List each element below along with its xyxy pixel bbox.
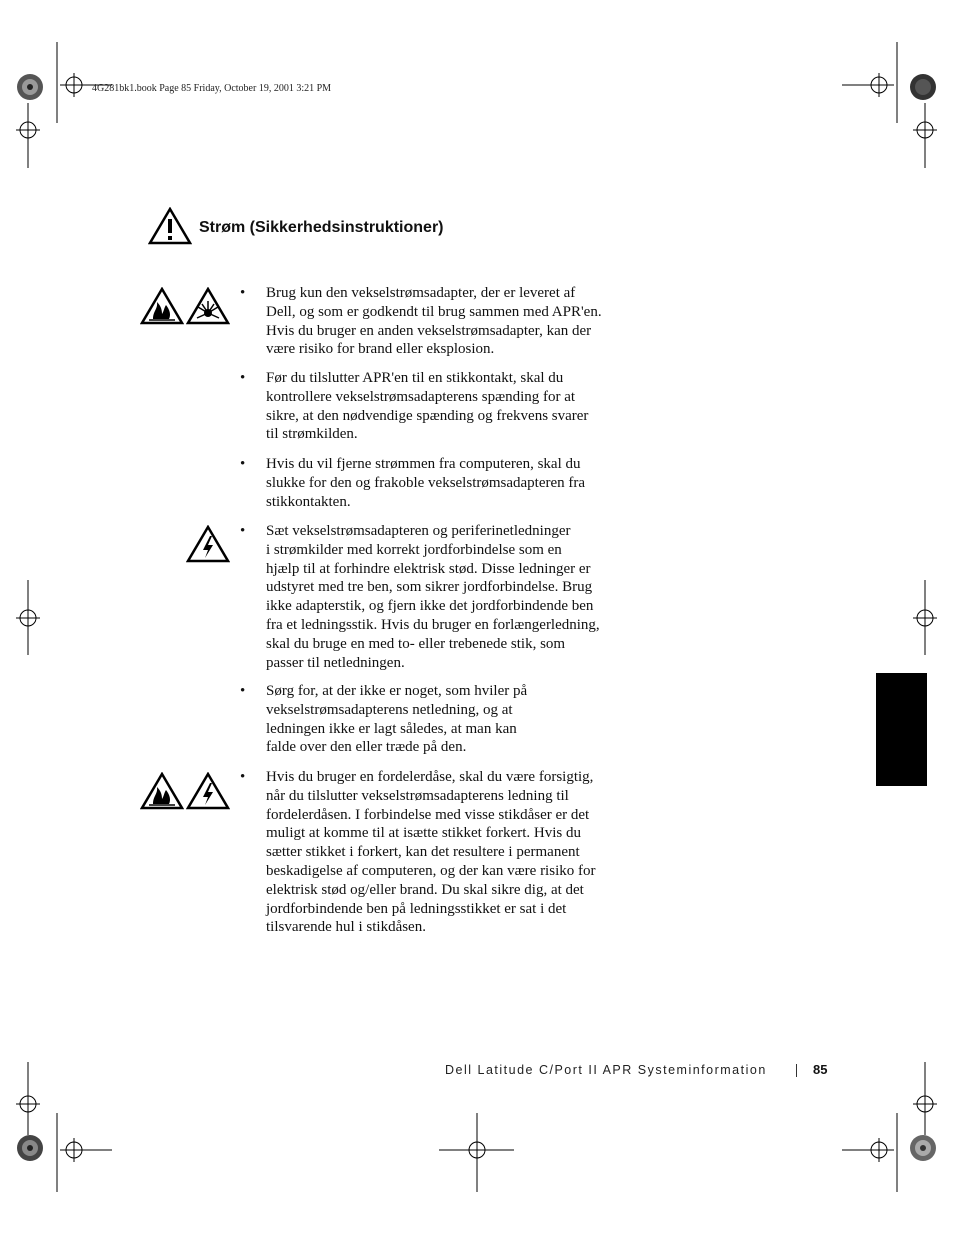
list-item-text — [266, 682, 636, 757]
text-line: beskadigelse af computeren, og der kan være risiko for — [266, 862, 596, 879]
text-line: fra et ledningsstik. Hvis du bruger en forlængerledning, — [266, 616, 600, 633]
text-line: Dell, og som er godkendt til brug sammen med APR'en. — [266, 303, 602, 320]
bullet: • — [240, 456, 246, 472]
list-item-text — [266, 369, 636, 444]
text-line: Hvis du bruger en anden vekselstrømsadapter, kan der — [266, 322, 592, 339]
text-line: stikkontakten. — [266, 493, 351, 510]
text-line: Hvis du vil fjerne strømmen fra computeren, skal du — [266, 456, 581, 472]
text-line: fordelerdåsen. I forbindelse med visse stikdåser er det — [266, 806, 590, 823]
bullet: • — [240, 285, 246, 301]
text-line: til strømkilden. — [266, 426, 358, 443]
text-line: være risiko for brand eller eksplosion. — [266, 341, 495, 358]
text-line: elektrisk stød og/eller brand. Du skal sikre dig, at det — [266, 881, 584, 898]
text-line: sætter stikket i forkert, kan det resultere i permanent — [266, 844, 580, 861]
text-line: Hvis du bruger en fordelerdåse, skal du være forsigtig, — [266, 769, 594, 785]
text-line: skal du bruge en med to- eller trebenede stik, som — [266, 635, 566, 652]
fire-hazard-icon — [140, 772, 184, 810]
list-item-text — [266, 284, 636, 359]
list-item-text — [266, 522, 636, 672]
explosion-hazard-icon — [186, 287, 230, 325]
page-number: 85 — [813, 1062, 828, 1077]
text-line: sikre, at den nødvendige spænding og frekvens svarer — [266, 407, 589, 424]
text-line: i strømkilder med korrekt jordforbindelse som en — [266, 541, 562, 558]
bullet: • — [240, 769, 246, 785]
footer-title: Dell Latitude C/Port II APR Systeminformation — [445, 1063, 767, 1077]
text-line: passer til netledningen. — [266, 654, 405, 671]
text-line: muligt at komme til at isætte stikket forkert. Hvis du — [266, 825, 581, 842]
print-header-stamp: 4G281bk1.book Page 85 Friday, October 19, 2001 3:21 PM — [92, 83, 332, 94]
text-line: Sæt vekselstrømsadapteren og periferinetledninger — [266, 523, 571, 539]
text-line: vekselstrømsadapterens netledning, og at — [266, 701, 513, 718]
list-item-text — [266, 455, 636, 511]
chapter-thumb-tab — [876, 673, 927, 786]
text-line: falde over den eller træde på den. — [266, 739, 467, 756]
text-line: jordforbindende ben på ledningsstikket er sat i det — [266, 900, 567, 917]
electric-shock-icon — [186, 772, 230, 810]
caution-triangle-icon — [148, 207, 192, 245]
fire-hazard-icon — [140, 287, 184, 325]
text-line: når du tilslutter vekselstrømsadapterens ledning til — [266, 787, 569, 804]
text-line: kontrollere vekselstrømsadapterens spænding for at — [266, 388, 576, 405]
text-line: Brug kun den vekselstrømsadapter, der er leveret af — [266, 285, 576, 301]
text-line: ledningen ikke er lagt således, at man kan — [266, 720, 517, 737]
text-line: slukke for den og frakoble vekselstrømsadapteren fra — [266, 474, 586, 491]
text-line: ikke adapterstik, og fjern ikke det jordforbindende ben — [266, 598, 594, 615]
text-line: udstyret med tre ben, som sikrer jordforbindelse. Brug — [266, 579, 593, 596]
footer-separator — [796, 1064, 797, 1077]
text-line: Før du tilslutter APR'en til en stikkontakt, skal du — [266, 370, 564, 386]
bullet: • — [240, 370, 246, 386]
electric-shock-icon — [186, 525, 230, 563]
bullet: • — [240, 523, 246, 539]
section-title: Strøm (Sikkerhedsinstruktioner) — [199, 219, 444, 236]
bullet: • — [240, 683, 246, 699]
text-line: Sørg for, at der ikke er noget, som hviler på — [266, 683, 528, 699]
text-line: hjælp til at forhindre elektrisk stød. Disse ledninger er — [266, 560, 591, 577]
text-line: tilsvarende hul i stikdåsen. — [266, 919, 426, 936]
list-item-text — [266, 768, 636, 937]
